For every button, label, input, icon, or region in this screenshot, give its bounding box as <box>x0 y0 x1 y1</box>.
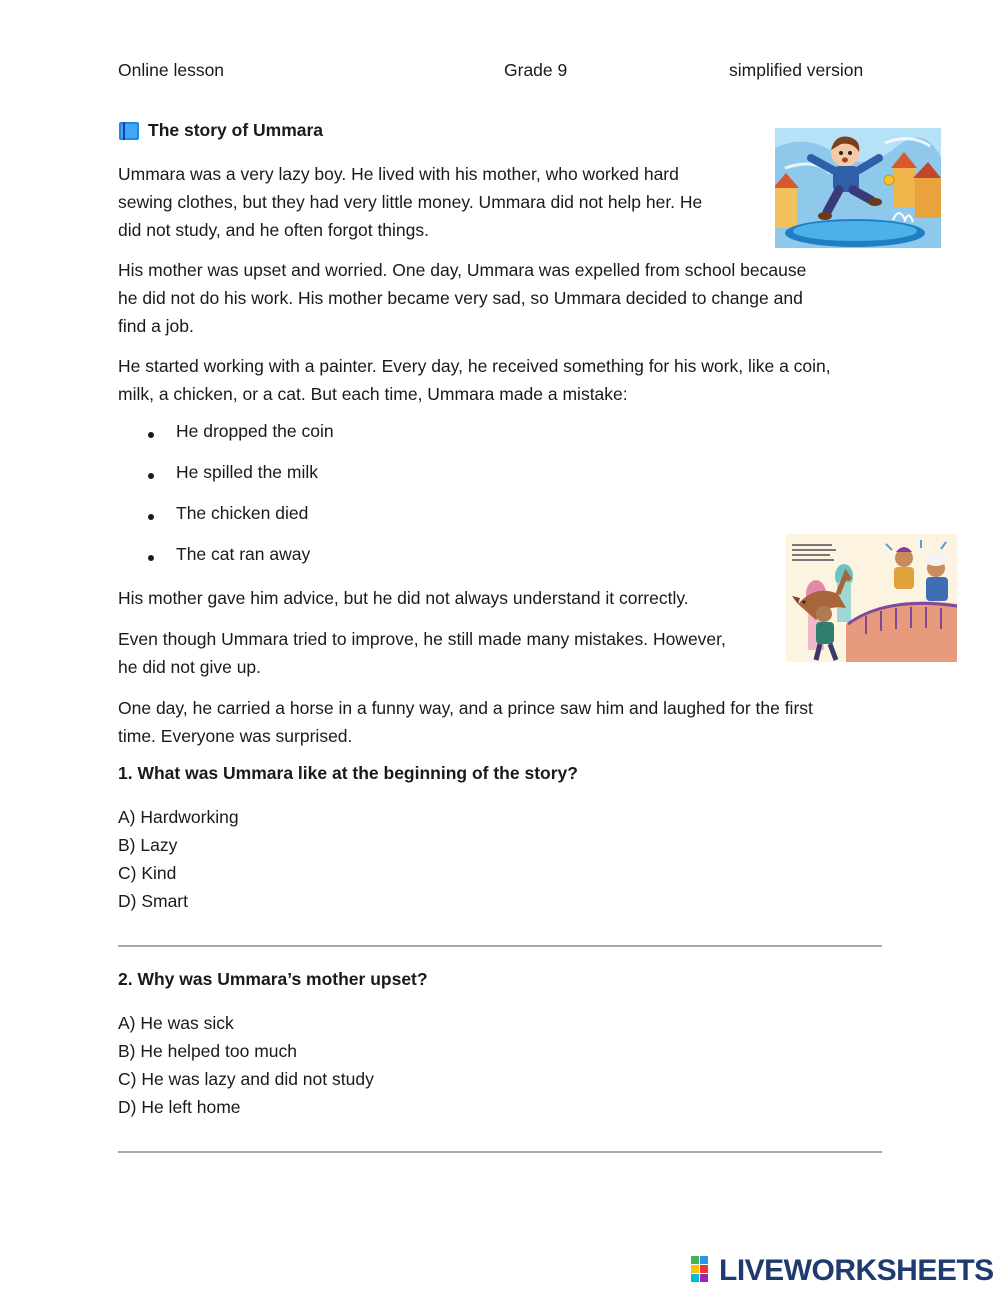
liveworksheets-logo-text: LIVEWORKSHEETS <box>719 1254 994 1287</box>
question-1-option-d[interactable]: D) Smart <box>118 891 188 911</box>
bullet-dot <box>148 432 154 438</box>
story-paragraph-6: One day, he carried a horse in a funny way, and a prince saw him and laughed for the first time. Everyone was surprised. <box>118 698 813 746</box>
bullet-item-milk: He spilled the milk <box>176 462 318 482</box>
question-1-text: 1. What was Ummara like at the beginning of the story? <box>118 763 578 783</box>
question-1-option-a[interactable]: A) Hardworking <box>118 807 239 827</box>
story-paragraph-5: Even though Ummara tried to improve, he still made many mistakes. However, he did not give up. <box>118 629 726 677</box>
question-2-option-c[interactable]: C) He was lazy and did not study <box>118 1069 374 1089</box>
story-paragraph-1: Ummara was a very lazy boy. He lived with his mother, who worked hard sewing clothes, but they had very little money. Ummara did not help her. He did not study, and he often forgot things. <box>118 164 703 240</box>
liveworksheets-logo[interactable] <box>691 1254 994 1288</box>
question-2-option-b[interactable]: B) He helped too much <box>118 1041 297 1061</box>
section-divider <box>118 1151 882 1153</box>
blue-book-icon <box>118 121 140 141</box>
story-title-text: The story of Ummara <box>148 120 324 140</box>
question-2-option-d[interactable]: D) He left home <box>118 1097 241 1117</box>
question-2-option-a[interactable]: A) He was sick <box>118 1013 234 1033</box>
header-lesson-label: Online lesson <box>118 60 225 80</box>
story-illustration-boy-falling <box>775 128 941 248</box>
story-title <box>118 120 323 141</box>
section-divider <box>118 945 882 947</box>
header-version-label: simplified version <box>729 60 864 80</box>
question-2-text: 2. Why was Ummara’s mother upset? <box>118 969 428 989</box>
story-illustration-horse-prince <box>786 534 957 662</box>
question-1-option-b[interactable]: B) Lazy <box>118 835 178 855</box>
bullet-item-chicken: The chicken died <box>176 503 309 523</box>
story-paragraph-4: His mother gave him advice, but he did not always understand it correctly. <box>118 588 689 608</box>
liveworksheets-blocks-icon <box>691 1256 717 1287</box>
question-1-option-c[interactable]: C) Kind <box>118 863 177 883</box>
header-grade-label: Grade 9 <box>504 60 568 80</box>
bullet-dot <box>148 555 154 561</box>
story-paragraph-3: He started working with a painter. Every day, he received something for his work, like a coin, milk, a chicken, or a cat. But each time, Ummara made a mistake: <box>118 356 831 404</box>
bullet-dot <box>148 514 154 520</box>
bullet-item-cat: The cat ran away <box>176 544 311 564</box>
story-paragraph-2: His mother was upset and worried. One day, Ummara was expelled from school because he did not do his work. His mother became very sad, so Ummara decided to change and find a job. <box>118 260 807 336</box>
bullet-item-coin: He dropped the coin <box>176 421 334 441</box>
bullet-dot <box>148 473 154 479</box>
